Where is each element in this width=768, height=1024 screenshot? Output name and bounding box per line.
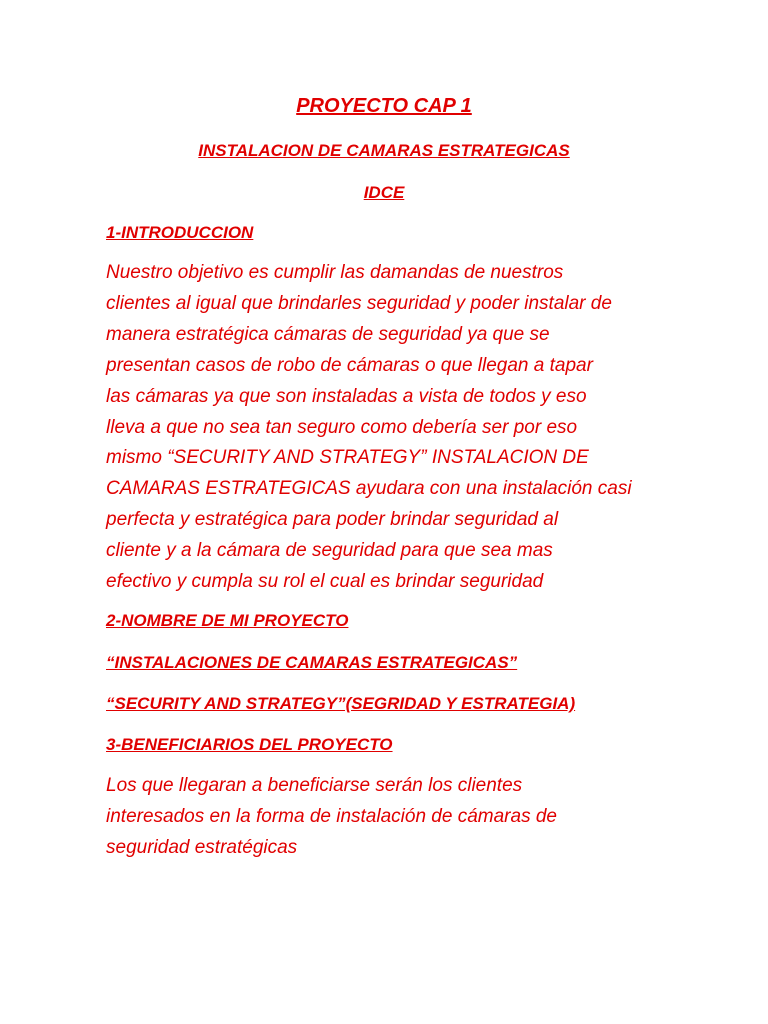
paragraph-line: Los que llegaran a beneficiarse serán los clientes xyxy=(106,775,523,796)
paragraph-line: interesados en la forma de instalación de cámaras de xyxy=(106,805,557,827)
section-heading-introduction: 1-INTRODUCCION xyxy=(106,223,254,242)
paragraph-line: perfecta y estratégica para poder brindar seguridad al xyxy=(106,509,559,531)
paragraph-line: CAMARAS ESTRATEGICAS ayudara con una instalación casi xyxy=(106,478,632,500)
introduction-paragraph xyxy=(106,258,666,598)
section-heading-project-name: 2-NOMBRE DE MI PROYECTO xyxy=(106,611,349,630)
project-name-spanish: “INSTALACIONES DE CAMARAS ESTRATEGICAS” xyxy=(106,653,518,672)
paragraph-line: seguridad estratégicas xyxy=(106,836,298,858)
paragraph-line: Nuestro objetivo es cumplir las damandas de nuestros xyxy=(106,262,564,283)
paragraph-line: presentan casos de robo de cámaras o que llegan a tapar xyxy=(106,354,593,376)
document-title: PROYECTO CAP 1 xyxy=(296,95,472,117)
section-heading-beneficiaries: 3-BENEFICIARIOS DEL PROYECTO xyxy=(106,735,393,754)
paragraph-line: lleva a que no sea tan seguro como debería ser por eso xyxy=(106,416,578,438)
paragraph-line: manera estratégica cámaras de seguridad ya que se xyxy=(106,323,550,345)
paragraph-line: cliente y a la cámara de seguridad para que sea mas xyxy=(106,540,553,562)
project-acronym: IDCE xyxy=(363,183,405,202)
paragraph-line: las cámaras ya que son instaladas a vista de todos y eso xyxy=(106,385,587,407)
document-subtitle: INSTALACION DE CAMARAS ESTRATEGICAS xyxy=(198,141,570,160)
beneficiaries-paragraph xyxy=(106,771,666,864)
paragraph-line: clientes al igual que brindarles seguridad y poder instalar de xyxy=(106,292,612,314)
project-name-english: “SECURITY AND STRATEGY”(SEGRIDAD Y ESTRATEGIA) xyxy=(106,694,576,713)
paragraph-line: mismo “SECURITY AND STRATEGY” INSTALACION DE xyxy=(106,447,589,469)
paragraph-line: efectivo y cumpla su rol el cual es brindar seguridad xyxy=(106,571,544,593)
